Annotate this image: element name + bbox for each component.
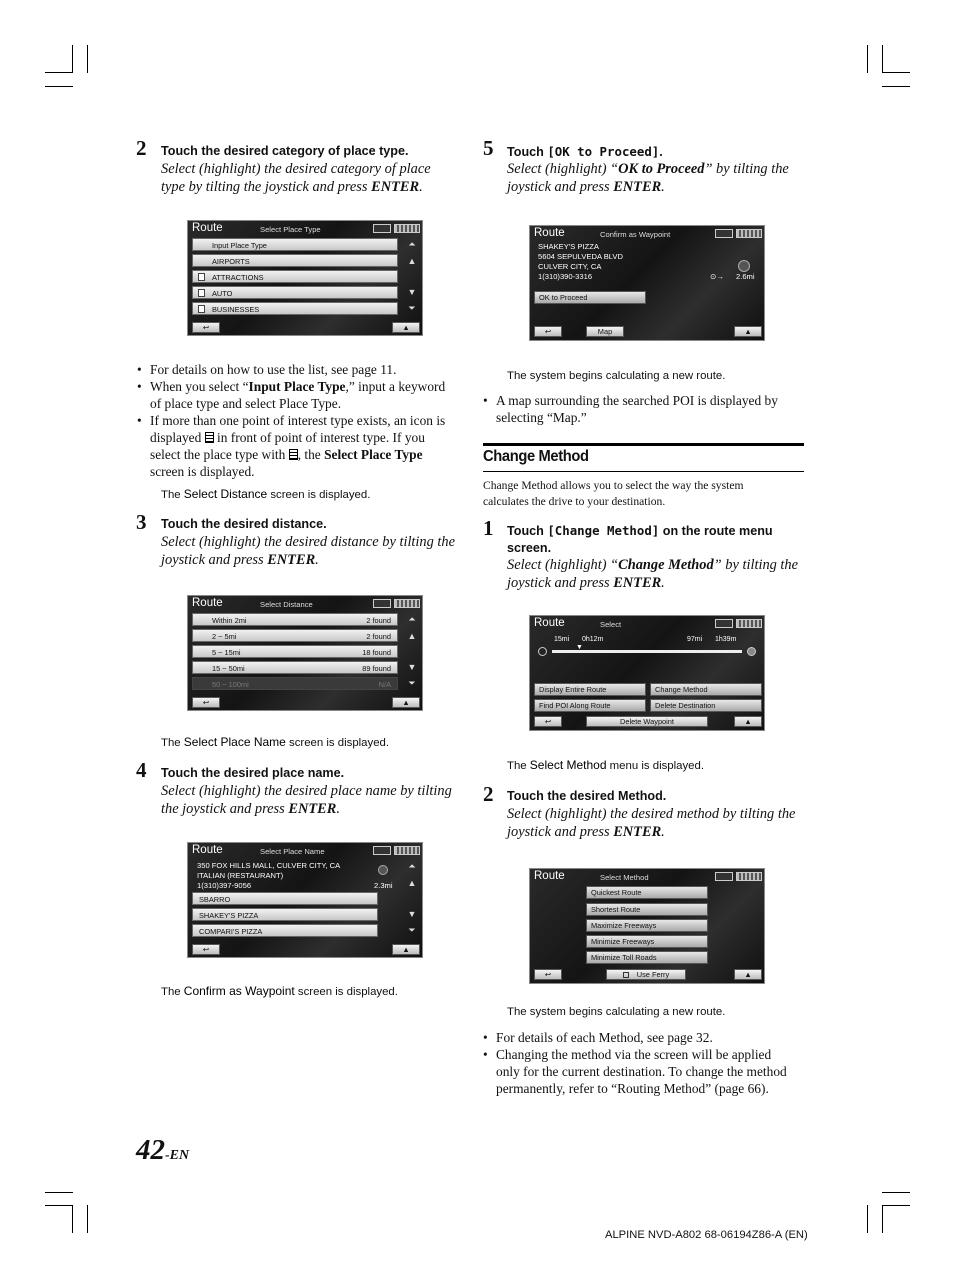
bullet-list [137, 361, 467, 480]
maximize-freeways-button[interactable]: Maximize Freeways [586, 919, 708, 932]
scroll-down-icon[interactable]: ▼ [407, 662, 417, 672]
crop-mark [882, 1205, 883, 1233]
screen-subtitle: Select Method [600, 873, 649, 882]
back-button[interactable]: ↩ [192, 322, 220, 333]
result-note: The Confirm as Waypoint screen is displayed. [161, 984, 398, 998]
list-item[interactable]: 2 ~ 5mi 2 found [192, 629, 398, 642]
navigate-icon[interactable]: ▲ [392, 322, 420, 333]
scroll-down-icon[interactable]: ▼ [407, 287, 417, 297]
step-heading: Touch the desired place name. [161, 766, 345, 780]
place-phone: 1(310)397-9056 [197, 881, 252, 890]
minimize-toll-roads-button[interactable]: Minimize Toll Roads [586, 951, 708, 964]
screen-select-distance [187, 595, 423, 711]
back-button[interactable]: ↩ [192, 697, 220, 708]
page-up-icon[interactable]: ⏶ [408, 861, 416, 871]
step-instruction: Select (highlight) “OK to Proceed” by tilting the joystick and press ENTER. [507, 161, 789, 195]
navigate-icon[interactable]: ▲ [734, 969, 762, 980]
crop-mark [72, 1205, 73, 1233]
screen-title: Route [192, 222, 223, 234]
scroll-up-icon[interactable]: ▲ [407, 256, 417, 266]
minimize-freeways-button[interactable]: Minimize Freeways [586, 935, 708, 948]
screen-subtitle: Select Place Name [260, 847, 325, 856]
step-heading: Touch [OK to Proceed]. [507, 144, 663, 159]
list-item[interactable]: Within 2mi 2 found [192, 613, 398, 626]
crop-mark [45, 86, 73, 87]
step-instruction: Select (highlight) the desired place name by tilting the joystick and press ENTER. [161, 783, 452, 817]
step-instruction: Select (highlight) the desired category of place type by tilting the joystick and press ENTER. [161, 161, 431, 195]
bullet-item: • For details on how to use the list, see page 11. [137, 361, 467, 378]
list-item[interactable]: 5 ~ 15mi 18 found [192, 645, 398, 658]
page-down-icon[interactable]: ⏷ [408, 925, 416, 935]
bullet-item: • If more than one point of interest type exists, an icon is displayed in front of point of interest type. If you select the place type with , the Select Place Type screen is displayed. [137, 412, 467, 480]
step-number: 1 [483, 516, 494, 540]
place-street: 5604 SEPULVEDA BLVD [538, 252, 623, 261]
crop-mark [72, 45, 73, 73]
back-button[interactable]: ↩ [534, 326, 562, 337]
list-item[interactable]: COMPARI'S PIZZA [192, 924, 378, 937]
checkbox-icon [623, 972, 629, 978]
crop-mark [867, 1205, 868, 1233]
step-number: 3 [136, 510, 147, 534]
scroll-up-icon[interactable]: ▲ [407, 631, 417, 641]
compass-icon [738, 260, 750, 272]
file-icon [198, 289, 205, 297]
file-icon [198, 273, 205, 281]
step-number: 2 [483, 782, 494, 806]
page-down-icon[interactable]: ⏷ [408, 303, 416, 313]
crop-mark [45, 1192, 73, 1193]
screen-confirm-waypoint [529, 225, 765, 341]
step-instruction: Select (highlight) “Change Method” by tilting the joystick and press ENTER. [507, 557, 799, 591]
result-note: The Select Method menu is displayed. [507, 758, 705, 772]
keypad-icon[interactable] [394, 599, 420, 608]
window-icon[interactable] [715, 872, 733, 881]
step-heading: Touch the desired Method. [507, 789, 667, 803]
destination-icon [747, 647, 756, 656]
bullet-item: • When you select “Input Place Type,” input a keyword of place type and select Place Type. [137, 378, 467, 412]
place-phone: 1(310)390-3316 [538, 272, 593, 281]
result-note: The Select Distance screen is displayed. [161, 487, 371, 501]
list-item[interactable]: ATTRACTIONS [192, 270, 398, 283]
destination-time: 1h39m [715, 636, 737, 643]
crop-mark [882, 86, 910, 87]
navigate-icon[interactable]: ▲ [734, 326, 762, 337]
direction-icon: ⊙→ [710, 272, 724, 281]
section-title: Change Method [483, 448, 589, 465]
step-number: 2 [136, 136, 147, 160]
step-number: 4 [136, 758, 147, 782]
page-up-icon[interactable]: ⏶ [408, 239, 416, 249]
file-icon [289, 449, 298, 460]
navigate-icon[interactable]: ▲ [734, 716, 762, 727]
keypad-icon[interactable] [394, 224, 420, 233]
place-city: CULVER CITY, CA [538, 262, 602, 271]
screen-title: Route [534, 617, 565, 629]
window-icon[interactable] [373, 599, 391, 608]
bullet-item: • A map surrounding the searched POI is displayed by selecting “Map.” [483, 392, 813, 426]
use-ferry-toggle[interactable]: Use Ferry [606, 969, 686, 980]
list-item[interactable]: AUTO [192, 286, 398, 299]
delete-waypoint-button[interactable]: Delete Waypoint [586, 716, 708, 727]
screen-title: Route [534, 870, 565, 882]
back-button[interactable]: ↩ [534, 969, 562, 980]
step-heading: Touch [Change Method] on the route menu screen. [507, 523, 773, 555]
crop-mark [45, 72, 73, 73]
bullet-item: • For details of each Method, see page 32. [483, 1029, 813, 1046]
model-code: ALPINE NVD-A802 68-06194Z86-A (EN) [605, 1229, 808, 1241]
crop-mark [882, 1192, 910, 1193]
destination-distance: 97mi [687, 636, 703, 643]
step-instruction: Select (highlight) the desired method by tilting the joystick and press ENTER. [507, 806, 796, 840]
result-note: The system begins calculating a new route. [507, 370, 726, 382]
screen-title: Route [192, 844, 223, 856]
file-icon [198, 305, 205, 313]
screen-select-place-name [187, 842, 423, 958]
waypoint-marker-icon: ▼ [576, 644, 583, 651]
delete-destination-button[interactable]: Delete Destination [650, 699, 762, 712]
list-item[interactable]: SBARRO [192, 892, 378, 905]
scroll-down-icon[interactable]: ▼ [407, 909, 417, 919]
window-icon[interactable] [373, 224, 391, 233]
crop-mark [87, 1205, 88, 1233]
waypoint-time: 0h12m [582, 636, 604, 643]
display-entire-route-button[interactable]: Display Entire Route [534, 683, 646, 696]
list-item[interactable]: AIRPORTS [192, 254, 398, 267]
list-item: 50 ~ 100mi N/A [192, 677, 398, 690]
section-rule [483, 443, 804, 446]
bullet-item: • Changing the method via the screen will be applied only for the current destination. To change the method permanently, refer to “Routing Method” (page 66). [483, 1046, 813, 1097]
navigate-icon[interactable]: ▲ [392, 944, 420, 955]
change-method-button[interactable]: Change Method [650, 683, 762, 696]
keypad-icon[interactable] [394, 846, 420, 855]
window-icon[interactable] [715, 229, 733, 238]
scroll-up-icon[interactable]: ▲ [407, 878, 417, 888]
navigate-icon[interactable]: ▲ [392, 697, 420, 708]
screen-title: Route [192, 597, 223, 609]
keypad-icon[interactable] [736, 619, 762, 628]
place-address: 350 FOX HILLS MALL, CULVER CITY, CA [197, 861, 341, 870]
find-poi-along-route-button[interactable]: Find POI Along Route [534, 699, 646, 712]
screen-select-place-type [187, 220, 423, 336]
result-note: The system begins calculating a new route. [507, 1006, 726, 1018]
crop-mark [882, 1205, 910, 1206]
compass-icon [378, 865, 388, 875]
step-heading: Touch the desired distance. [161, 517, 327, 531]
map-button[interactable]: Map [586, 326, 624, 337]
start-icon [538, 647, 547, 656]
page-down-icon[interactable]: ⏷ [408, 678, 416, 688]
list-item[interactable]: SHAKEY'S PIZZA [192, 908, 378, 921]
crop-mark [882, 45, 883, 73]
place-name: SHAKEY'S PIZZA [538, 242, 599, 251]
crop-mark [867, 45, 868, 73]
result-note: The Select Place Name screen is displayed. [161, 735, 390, 749]
place-distance: 2.6mi [736, 272, 755, 281]
step-heading: Touch the desired category of place type. [161, 144, 409, 158]
window-icon[interactable] [373, 846, 391, 855]
bullet-list [483, 1029, 813, 1097]
step-number: 5 [483, 136, 494, 160]
place-distance: 2.3mi [374, 881, 393, 890]
screen-subtitle: Select Distance [260, 600, 313, 609]
section-rule [483, 471, 804, 472]
back-button[interactable]: ↩ [534, 716, 562, 727]
place-category: ITALIAN (RESTAURANT) [197, 871, 284, 880]
step-instruction: Select (highlight) the desired distance by tilting the joystick and press ENTER. [161, 534, 456, 568]
window-icon[interactable] [715, 619, 733, 628]
crop-mark [87, 45, 88, 73]
bullet-list [483, 392, 813, 426]
quickest-route-button[interactable]: Quickest Route [586, 886, 708, 899]
keypad-icon[interactable] [736, 229, 762, 238]
screen-route-menu [529, 615, 765, 731]
list-item[interactable]: BUSINESSES [192, 302, 398, 315]
crop-mark [45, 1205, 73, 1206]
list-item[interactable]: Input Place Type [192, 238, 398, 251]
screen-subtitle: Select [600, 620, 622, 629]
back-button[interactable]: ↩ [192, 944, 220, 955]
crop-mark [882, 72, 910, 73]
ok-to-proceed-button[interactable]: OK to Proceed [534, 291, 646, 304]
screen-select-method [529, 868, 765, 984]
keypad-icon[interactable] [736, 872, 762, 881]
page-up-icon[interactable]: ⏶ [408, 614, 416, 624]
screen-title: Route [534, 227, 565, 239]
waypoint-distance: 15mi [554, 636, 570, 643]
screen-subtitle: Select Place Type [260, 225, 321, 234]
section-intro: Change Method allows you to select the way the system calculates the drive to your destination. [483, 479, 744, 508]
file-icon [205, 432, 214, 443]
page-number: 42-EN [136, 1134, 190, 1166]
shortest-route-button[interactable]: Shortest Route [586, 903, 708, 916]
list-item[interactable]: 15 ~ 50mi 89 found [192, 661, 398, 674]
screen-subtitle: Confirm as Waypoint [600, 230, 671, 239]
